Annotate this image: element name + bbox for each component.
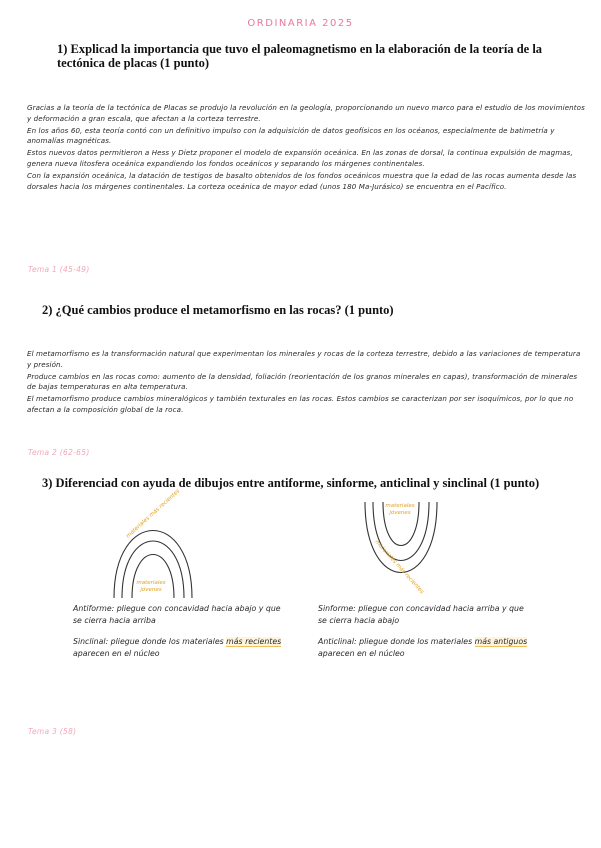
answer-2 (27, 349, 587, 417)
question-3: 3) Diferenciad con ayuda de dibujos entre antiforme, sinforme, anticlinal y sinclinal (1 punto) (42, 476, 540, 490)
answer-1-paragraph-1: Gracias a la teoría de la tectónica de Placas se produjo la revolución en la geología, proporcionando un nuevo marco para el estudio de los movimientos y deformación a gran escala, que afectan a la corteza terrestre. (27, 103, 585, 123)
question-1: 1) Explicad la importancia que tuvo el paleomagnetismo en la elaboración de la teoría de la tectónica de placas (1 punto) (57, 42, 543, 70)
anticlinal-definition: Anticlinal: pliegue donde los materiales más antiguos aparecen en el núcleo (318, 637, 528, 658)
synform-label-top: materiales jóvenes (385, 503, 415, 516)
answer-2-paragraph-3: El metamorfismo produce cambios mineralógicos y también texturales en las rocas. Estos cambios se caracterizan por ser isoquímicos, por lo que no afectan a la composición global de la roca. (27, 394, 574, 414)
antiforme-definition: Antiforme: pliegue con concavidad hacia abajo y que se cierra hacia arriba (73, 604, 281, 625)
exam-header: ORDINARIA 2025 (247, 18, 354, 29)
question-2: 2) ¿Qué cambios produce el metamorfismo en las rocas? (1 punto) (42, 303, 394, 317)
tema-3-reference: Tema 3 (58) (28, 727, 77, 736)
sinforme-definition: Sinforme: pliegue con concavidad hacia arriba y que se cierra hacia abajo (318, 604, 524, 625)
answer-1-paragraph-3: Estos nuevos datos permitieron a Hess y Dietz proponer el modelo de expansión oceánica. En las zonas de dorsal, la continua expulsión de magmas, genera nueva litosfera oceánica expandiendo los fondos oceánicos y separando los márgenes continentales. (27, 148, 573, 168)
answer-2-paragraph-1: El metamorfismo es la transformación natural que experimentan los minerales y rocas de la corteza terrestre, debido a las variaciones de temperatura y presión. (27, 349, 581, 369)
answer-1 (27, 103, 587, 194)
sinclinal-definition: Sinclinal: pliegue donde los materiales más recientes aparecen en el núcleo (73, 637, 282, 658)
answer-1-paragraph-2: En los años 60, esta teoría contó con un definitivo impulso con la adquisición de datos geofísicos en los océanos, especialmente de batimetría y anomalías magnéticas. (27, 125, 555, 146)
tema-1-reference: Tema 1 (45-49) (28, 265, 90, 274)
antiform-label-bottom: materiales jóvenes (136, 580, 166, 593)
synform-label-bottom: materiales más recientes (373, 539, 425, 596)
answer-1-paragraph-4: Con la expansión oceánica, la datación de testigos de basalto obtenidos de los fondos oceánicos muestra que la edad de las rocas aumenta desde las dorsales hacia los márgenes continentales. La corteza oceánica de mayor edad (unos 180 Ma-Jurásico) se encuentra en el Pacífico. (27, 171, 577, 191)
right-captions (318, 603, 528, 669)
tema-2-reference: Tema 2 (62-65) (28, 448, 90, 457)
antiform-label-top: materiales más recientes (125, 488, 182, 540)
answer-2-paragraph-2: Produce cambios en las rocas como: aumento de la densidad, foliación (reorientación de los granos minerales en capas), transformación de minerales de bajas temperaturas en alta temperatura. (27, 371, 578, 392)
left-captions (73, 603, 283, 669)
